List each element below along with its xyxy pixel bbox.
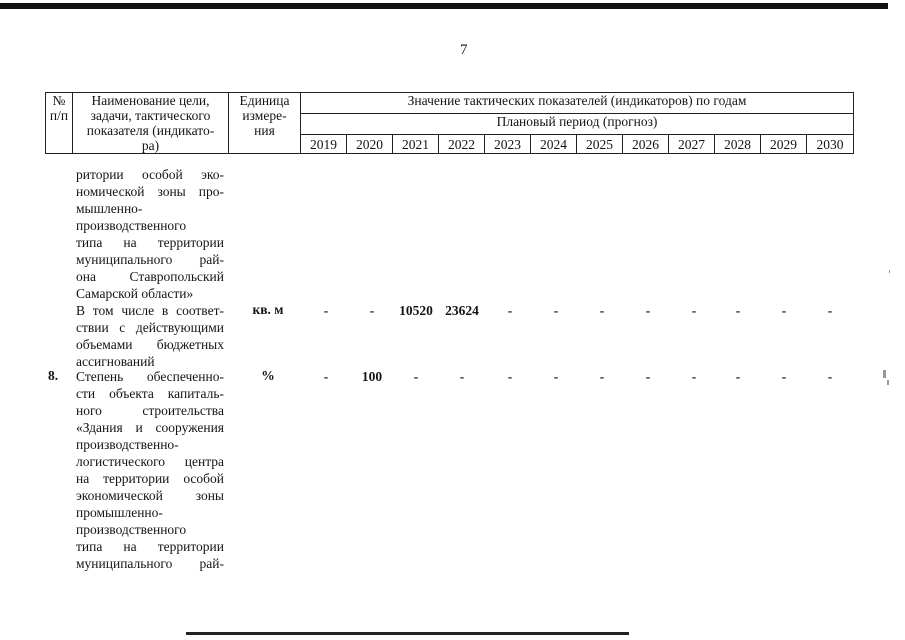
- header-year: 2024: [531, 135, 577, 154]
- header-unit-line: измере-: [242, 108, 287, 123]
- text-line: сти объекта капиталь-: [76, 386, 224, 401]
- value-cell: -: [691, 303, 697, 318]
- header-year: 2019: [301, 135, 347, 154]
- text-line: типа на территории: [76, 235, 224, 250]
- text-line: муниципального рай-: [76, 252, 224, 267]
- table-header: [45, 92, 854, 154]
- text-line: на территории особой: [76, 471, 224, 486]
- header-year: 2021: [393, 135, 439, 154]
- value-cell: -: [827, 369, 833, 384]
- text-line: ствии с действующими: [76, 320, 224, 335]
- value-cell: -: [553, 303, 559, 318]
- header-name-line: показателя (индикато-: [86, 123, 215, 138]
- value-cell: -: [645, 303, 651, 318]
- header-group-title: Значение тактических показателей (индикаторов) по годам: [301, 93, 854, 114]
- header-unit-cell: [229, 93, 301, 154]
- subrow-unit: кв. м: [252, 302, 284, 317]
- value-cell: -: [323, 303, 329, 318]
- header-year: 2023: [485, 135, 531, 154]
- row8-text: [76, 368, 224, 572]
- scan-speck: [889, 270, 890, 273]
- header-number-cell: [46, 93, 73, 154]
- text-line: объемами бюджетных: [76, 337, 224, 352]
- text-line: номической зоны про-: [76, 184, 224, 199]
- text-line: Степень обеспеченно-: [76, 369, 224, 384]
- header-unit-line: ния: [254, 123, 275, 138]
- value-cell: -: [735, 369, 741, 384]
- subrow-text: [76, 302, 224, 370]
- scan-speck: [883, 370, 886, 378]
- value-cell: 100: [361, 369, 383, 384]
- text-line: производственного: [76, 522, 187, 537]
- header-unit-line: Единица: [239, 93, 290, 108]
- row-number: 8.: [48, 368, 59, 383]
- header-number-line: №: [52, 93, 66, 108]
- header-year: 2020: [347, 135, 393, 154]
- row8-unit: %: [261, 368, 275, 383]
- text-line: ритории особой эко-: [76, 167, 224, 182]
- value-cell: -: [691, 369, 697, 384]
- text-line: В том числе в соответ-: [76, 303, 224, 318]
- header-group-subtitle: Плановый период (прогноз): [301, 114, 854, 135]
- header-year: 2026: [623, 135, 669, 154]
- header-year: 2030: [807, 135, 854, 154]
- value-cell: -: [323, 369, 329, 384]
- value-cell: 10520: [399, 303, 433, 318]
- bottom-border-line: [186, 632, 629, 635]
- header-name-line: ра): [141, 138, 160, 153]
- value-cell: -: [369, 303, 375, 318]
- header-name-cell: [73, 93, 229, 154]
- value-cell: -: [781, 303, 787, 318]
- text-line: «Здания и сооружения: [76, 420, 224, 435]
- value-cell: -: [645, 369, 651, 384]
- value-cell: -: [507, 369, 513, 384]
- value-cell: -: [413, 369, 419, 384]
- text-line: Самарской области»: [76, 286, 194, 301]
- value-cell: -: [781, 369, 787, 384]
- text-line: типа на территории: [76, 539, 224, 554]
- value-cell: -: [599, 303, 605, 318]
- value-cell: -: [459, 369, 465, 384]
- text-line: экономической зоны: [76, 488, 224, 503]
- text-line: промышленно-: [76, 505, 163, 520]
- header-name-line: задачи, тактического: [90, 108, 211, 123]
- page-number: 7: [460, 42, 468, 58]
- top-border-line: [0, 3, 888, 9]
- header-name-line: Наименование цели,: [91, 93, 210, 108]
- text-line: производственно-: [76, 437, 179, 452]
- value-cell: 23624: [445, 303, 479, 318]
- header-year: 2029: [761, 135, 807, 154]
- value-cell: -: [507, 303, 513, 318]
- text-line: мышленно-: [76, 201, 143, 216]
- text-line: она Ставропольский: [76, 269, 224, 284]
- scan-speck: [887, 380, 889, 385]
- text-line: логистического центра: [76, 454, 224, 469]
- value-cell: -: [599, 369, 605, 384]
- text-line: ного строительства: [76, 403, 224, 418]
- value-cell: -: [827, 303, 833, 318]
- header-year: 2022: [439, 135, 485, 154]
- value-cell: -: [735, 303, 741, 318]
- header-year: 2027: [669, 135, 715, 154]
- text-line: производственного: [76, 218, 187, 233]
- text-line: ассигнований: [76, 354, 155, 369]
- text-line: муниципального рай-: [76, 556, 224, 571]
- header-year: 2028: [715, 135, 761, 154]
- header-number-line: п/п: [49, 108, 69, 123]
- continuation-text: [76, 166, 224, 302]
- header-year: 2025: [577, 135, 623, 154]
- value-cell: -: [553, 369, 559, 384]
